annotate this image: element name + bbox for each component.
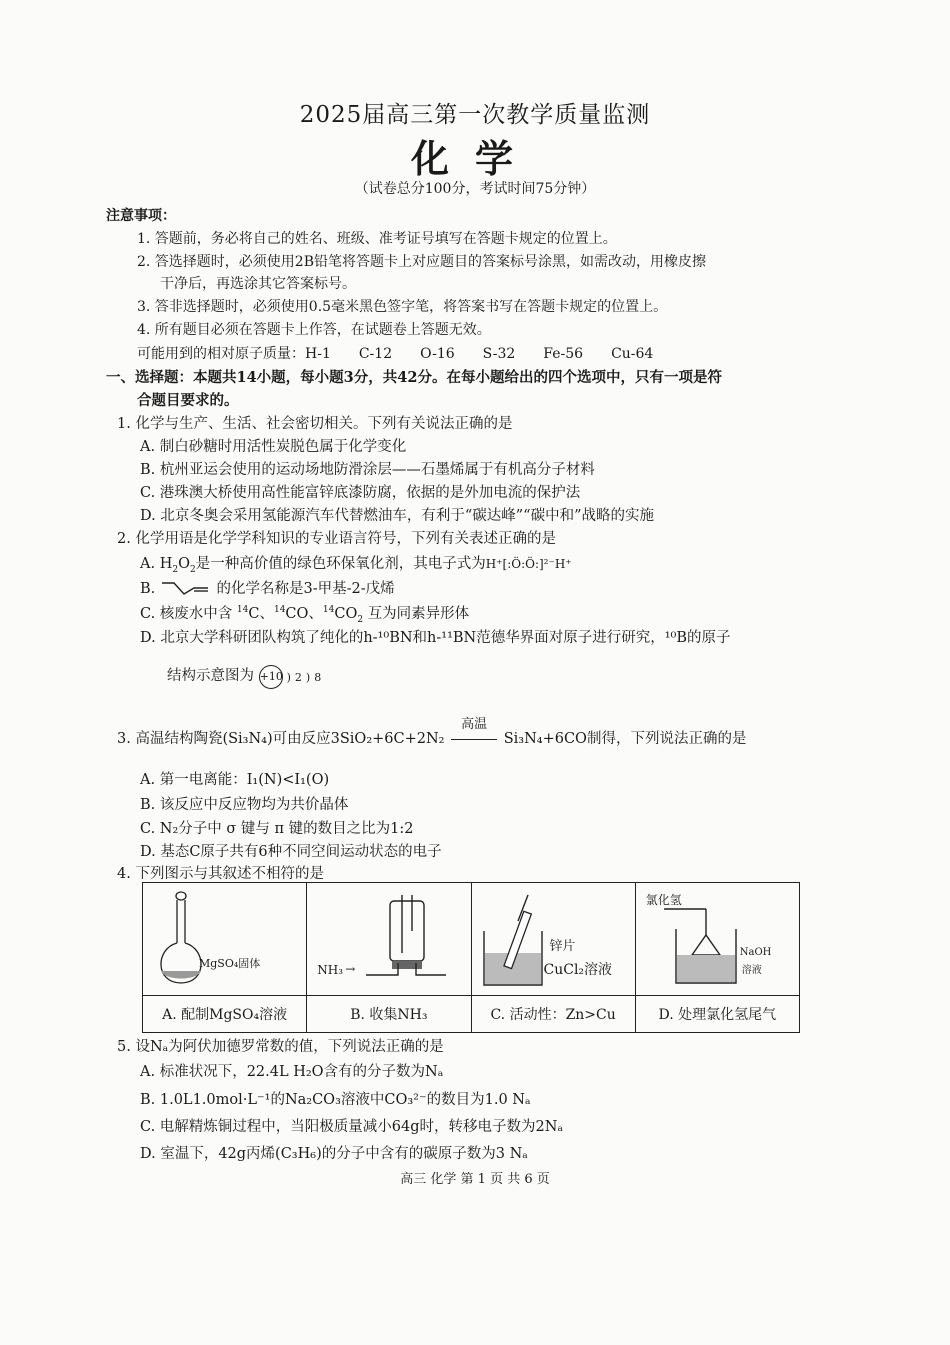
subject-title: 化学 — [410, 136, 539, 181]
q4-caption-b: B. 收集NH₃ — [307, 995, 470, 1032]
q5-option-d: D. 室温下，42g丙烯(C₃H₆)的分子中含有的碳原子数为3 Nₐ — [140, 1146, 528, 1162]
q4-cell-b — [307, 883, 471, 1033]
q2-stem: 2. 化学用语是化学学科知识的专业语言符号，下列有关表述正确的是 — [117, 531, 556, 547]
q5-option-a: A. 标准状况下，22.4L H₂O含有的分子数为Nₐ — [140, 1064, 444, 1080]
section-heading-cont: 合题目要求的。 — [137, 392, 239, 409]
shell-1: 2 — [294, 670, 302, 684]
q4-caption-d: D. 处理氯化氢尾气 — [636, 995, 799, 1032]
q4-cell-d — [635, 883, 799, 1033]
q3-stem: 3. 高温结构陶瓷(Si₃N₄)可由反应3SiO₂+6C+2N₂ 高温 Si₃N₄+6CO制得，下列说法正确的是 — [117, 727, 746, 748]
page-footer: 高三 化学 第 1 页 共 6 页 — [400, 1172, 550, 1187]
q1-option-d: D. 北京冬奥会采用氢能源汽车代替燃油车，有利于“碳达峰”“碳中和”战略的实施 — [140, 508, 654, 524]
note-4: 4. 所有题目必须在答题卡上作答，在试题卷上答题无效。 — [137, 322, 491, 338]
atom-structure-diagram: +10 ) 2 ) 8 — [259, 665, 322, 689]
section-heading: 一、选择题：本题共14小题，每小题3分，共42分。在每小题给出的四个选项中，只有一项是符 — [106, 369, 722, 386]
q4-figure-table — [142, 882, 800, 1033]
q5-option-c: C. 电解精炼铜过程中，当阳极质量减小64g时，转移电子数为2Nₐ — [140, 1119, 564, 1135]
q1-stem: 1. 化学与生产、生活、社会密切相关。下列有关说法正确的是 — [117, 416, 513, 432]
notes-heading: 注意事项： — [106, 208, 176, 224]
label-solution: 溶液 — [741, 965, 762, 976]
q3-option-a: A. 第一电离能：I₁(N)<I₁(O) — [140, 772, 330, 788]
q1-option-b: B. 杭州亚运会使用的运动场地防滑涂层——石墨烯属于有机高分子材料 — [140, 462, 595, 478]
skeletal-formula-icon — [160, 579, 212, 599]
note-1: 1. 答题前，务必将自己的姓名、班级、准考证号填写在答题卡规定的位置上。 — [137, 231, 617, 247]
arrow-icon: → — [345, 962, 356, 976]
q2-option-d: D. 北京大学科研团队构筑了纯化的h-¹⁰BN和h-¹¹BN范德华界面对原子进行研究，¹⁰B的原子 — [140, 630, 731, 646]
exam-title: 2025届高三第一次教学质量监测 — [299, 102, 651, 128]
q5-stem: 5. 设Nₐ为阿伏加德罗常数的值，下列说法正确的是 — [117, 1039, 444, 1055]
note-2-cont: 干净后，再选涂其它答案标号。 — [160, 276, 356, 292]
q3-option-c: C. N₂分子中 σ 键与 π 键的数目之比为1:2 — [140, 821, 414, 837]
q1-option-c: C. 港珠澳大桥使用高性能富锌底漆防腐，依据的是外加电流的保护法 — [140, 485, 581, 501]
label-naoh: NaOH — [739, 947, 772, 958]
nucleus: +10 — [259, 665, 283, 689]
q4-stem: 4. 下列图示与其叙述不相符的是 — [117, 866, 324, 882]
q2-option-d-diagram: 结构示意图为 +10 ) 2 ) 8 — [167, 664, 321, 689]
q2-option-a: A. $H_2O_2$是一种高价值的绿色环保氧化剂，其电子式为H⁺[:Ö:Ö:]²⁻H⁺ — [140, 556, 572, 575]
label-zinc-strip: 锌片 — [549, 939, 576, 954]
q2-option-b: B. 的化学名称是3-甲基-2-戊烯 — [140, 581, 395, 597]
label-cucl2-solution: CuCl₂溶液 — [543, 962, 613, 978]
q4-cell-a — [143, 883, 307, 1033]
q1-option-a: A. 制白砂糖时用活性炭脱色属于化学变化 — [140, 439, 407, 455]
q4-caption-c: C. 活动性：Zn>Cu — [472, 995, 635, 1032]
note-2: 2. 答选择题时，必须使用2B铅笔将答题卡上对应题目的答案标号涂黑，如需改动，用橡皮擦 — [137, 254, 707, 270]
q4-caption-a: A. 配制MgSO₄溶液 — [143, 995, 306, 1032]
q2-option-c: C. 核废水中含 $^{14}$C、$^{14}$CO、$^{14}CO_2$ 互为同素异形体 — [140, 605, 470, 625]
volumetric-flask-icon — [151, 891, 221, 991]
shell-2: 8 — [314, 670, 322, 684]
q5-option-b: B. 1.0L1.0mol·L⁻¹的Na₂CO₃溶液中CO₃²⁻的数目为1.0 Nₐ — [140, 1092, 531, 1108]
q3-option-b: B. 该反应中反应物均为共价晶体 — [140, 797, 349, 813]
reaction-condition: 高温 — [461, 717, 488, 732]
label-mgso4-solid: MgSO₄固体 — [199, 957, 261, 970]
label-hcl-gas: 氯化氢 — [645, 893, 682, 907]
gas-collection-bottle-icon — [362, 891, 452, 991]
label-nh3-inlet: NH₃ — [317, 963, 344, 977]
note-3: 3. 答非选择题时，必须使用0.5毫米黑色签字笔，将答案书写在答题卡规定的位置上。 — [137, 299, 668, 315]
exam-info: （试卷总分100分，考试时间75分钟） — [354, 181, 596, 197]
atomic-masses: 可能用到的相对原子质量：H-1 C-12 O-16 S-32 Fe-56 Cu-64 — [137, 346, 654, 362]
q3-option-d: D. 基态C原子共有6种不同空间运动状态的电子 — [140, 844, 442, 860]
q4-cell-c — [471, 883, 635, 1033]
